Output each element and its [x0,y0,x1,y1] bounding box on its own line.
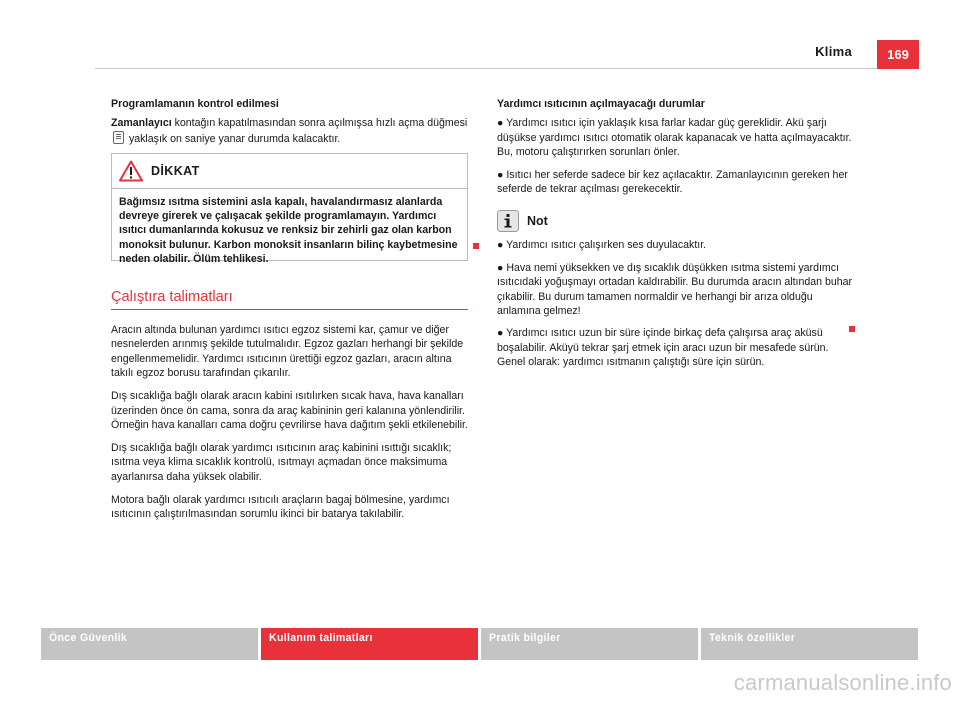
section-end-marker [473,243,479,249]
warning-triangle-icon [119,160,143,182]
right-heading: Yardımcı ısıtıcının açılmayacağı durumlar [497,98,705,110]
footer-nav [41,628,918,660]
warning-text: Bağımsız ısıtma sistemini asla kapalı, havalandırmasız alanlarda devreye girerek ve çalışacak şekilde programlamayın. Yardımcı ısıtıcı dumanlarında kokusuz ve renksiz bir zehirli gaz olan karbon monoksit bulunur. Karbon monoksit insanların bilinç kaybetmesine neden olabilir. Ölüm tehlikesi. [119,196,458,265]
warning-title: DİKKAT [151,164,200,178]
tab-technical-specs[interactable]: Teknik özellikler [701,628,918,660]
programming-section [111,97,471,154]
note-bullet: ● Hava nemi yüksekken ve dış sıcaklık düşükken ısıtma sistemi yardımcı ısıtıcıdaki yoğuşmayı ortadan kaldırabilir. Bu durumda aracın altından buhar çıkabilir. Bu durum tamamen normaldir ve herhangi bir arıza olduğu anlamına gelmez! [497,261,853,318]
tab-safety[interactable]: Önce Güvenlik [41,628,258,660]
programming-heading: Programlamanın kontrol edilmesi [111,98,279,110]
tab-practical-info[interactable]: Pratik bilgiler [481,628,698,660]
warning-header [112,154,467,189]
programming-text-2: yaklaşık on saniye yanar durumda kalacaktır. [126,132,341,145]
right-column [497,97,857,378]
right-bullet: ● Yardımcı ısıtıcı için yaklaşık kısa farlar kadar güç gereklidir. Akü şarjı düşükse yardımcı ısıtıcı otomatik olarak kapanacak ve hatta açılmayacaktır. Bu, motoru çalıştırırken sorunları önler. [497,117,852,159]
note-title: Not [527,214,548,229]
page-header-title: Klima [815,44,852,59]
heater-button-icon [113,131,124,144]
programming-text-1: kontağın kapatılmasından sonra açılmışsa hızlı açma düğmesi [171,117,468,130]
programming-paragraph [111,116,471,146]
section-paragraph: Aracın altında bulunan yardımcı ısıtıcı egzoz sistemi kar, çamur ve diğer nesnelerden arınmış şekilde tutulmalıdır. Egzoz gazları herhangi bir şekilde engellenmemelidir. Yardımcı ısıtıcının ürettiği egzoz gazları, aracın altına takılı egzoz borusu tarafından çıkarılır. [111,324,464,380]
section-paragraph: Motora bağlı olarak yardımcı ısıtıcılı araçların bagaj bölmesine, yardımcı ısıtıcının çalıştırılmasından sorumlu ikinci bir batarya takılabilir. [111,493,450,520]
note-bullet: ● Yardımcı ısıtıcı çalışırken ses duyulacaktır. [497,239,707,252]
warning-box [111,153,468,265]
note-bullet: ● Yardımcı ısıtıcı uzun bir süre içinde birkaç defa çalışırsa araç aküsü boşalabilir. Aküyü tekrar şarj etmek için aracı uzun bir mesafede sürün. Genel olarak: yardımcı ısıtmanın çalıştığı süre için sürün. [497,327,829,369]
programming-lead: Zamanlayıcı [111,117,172,130]
section-paragraph: Dış sıcaklığa bağlı olarak yardımcı ısıtıcının araç kabinini ısıttığı sıcaklık; ısıtma veya klima sıcaklık kontrolü, ısıtmayı açmadan önce maksimuma ayarlanırsa daha yüksek olabilir. [111,441,452,483]
note-header [497,210,857,232]
header-divider [95,68,877,69]
section-body [111,323,473,530]
section-title: Çalıştıra talimatları [111,289,468,310]
section-end-marker [849,326,855,332]
info-note-icon [497,210,519,232]
right-bullet: ● Isıtıcı her seferde sadece bir kez açılacaktır. Zamanlayıcının gereken her seferde de tekrar açılması gerekecektir. [497,168,848,196]
page-number-badge: 169 [877,40,919,69]
watermark: carmanualsonline.info [733,670,952,695]
tab-operating-instructions[interactable]: Kullanım talimatları [261,628,478,660]
section-paragraph: Dış sıcaklığa bağlı olarak aracın kabini ısıtılırken sıcak hava, hava kanalları üzerinden önce ön cama, sonra da araç kabininin geri kalanına yönlendirilir. Örneğin hava kanalları cama doğru çevrilirse hava dağıtım şekli etkilenebilir. [111,390,468,431]
